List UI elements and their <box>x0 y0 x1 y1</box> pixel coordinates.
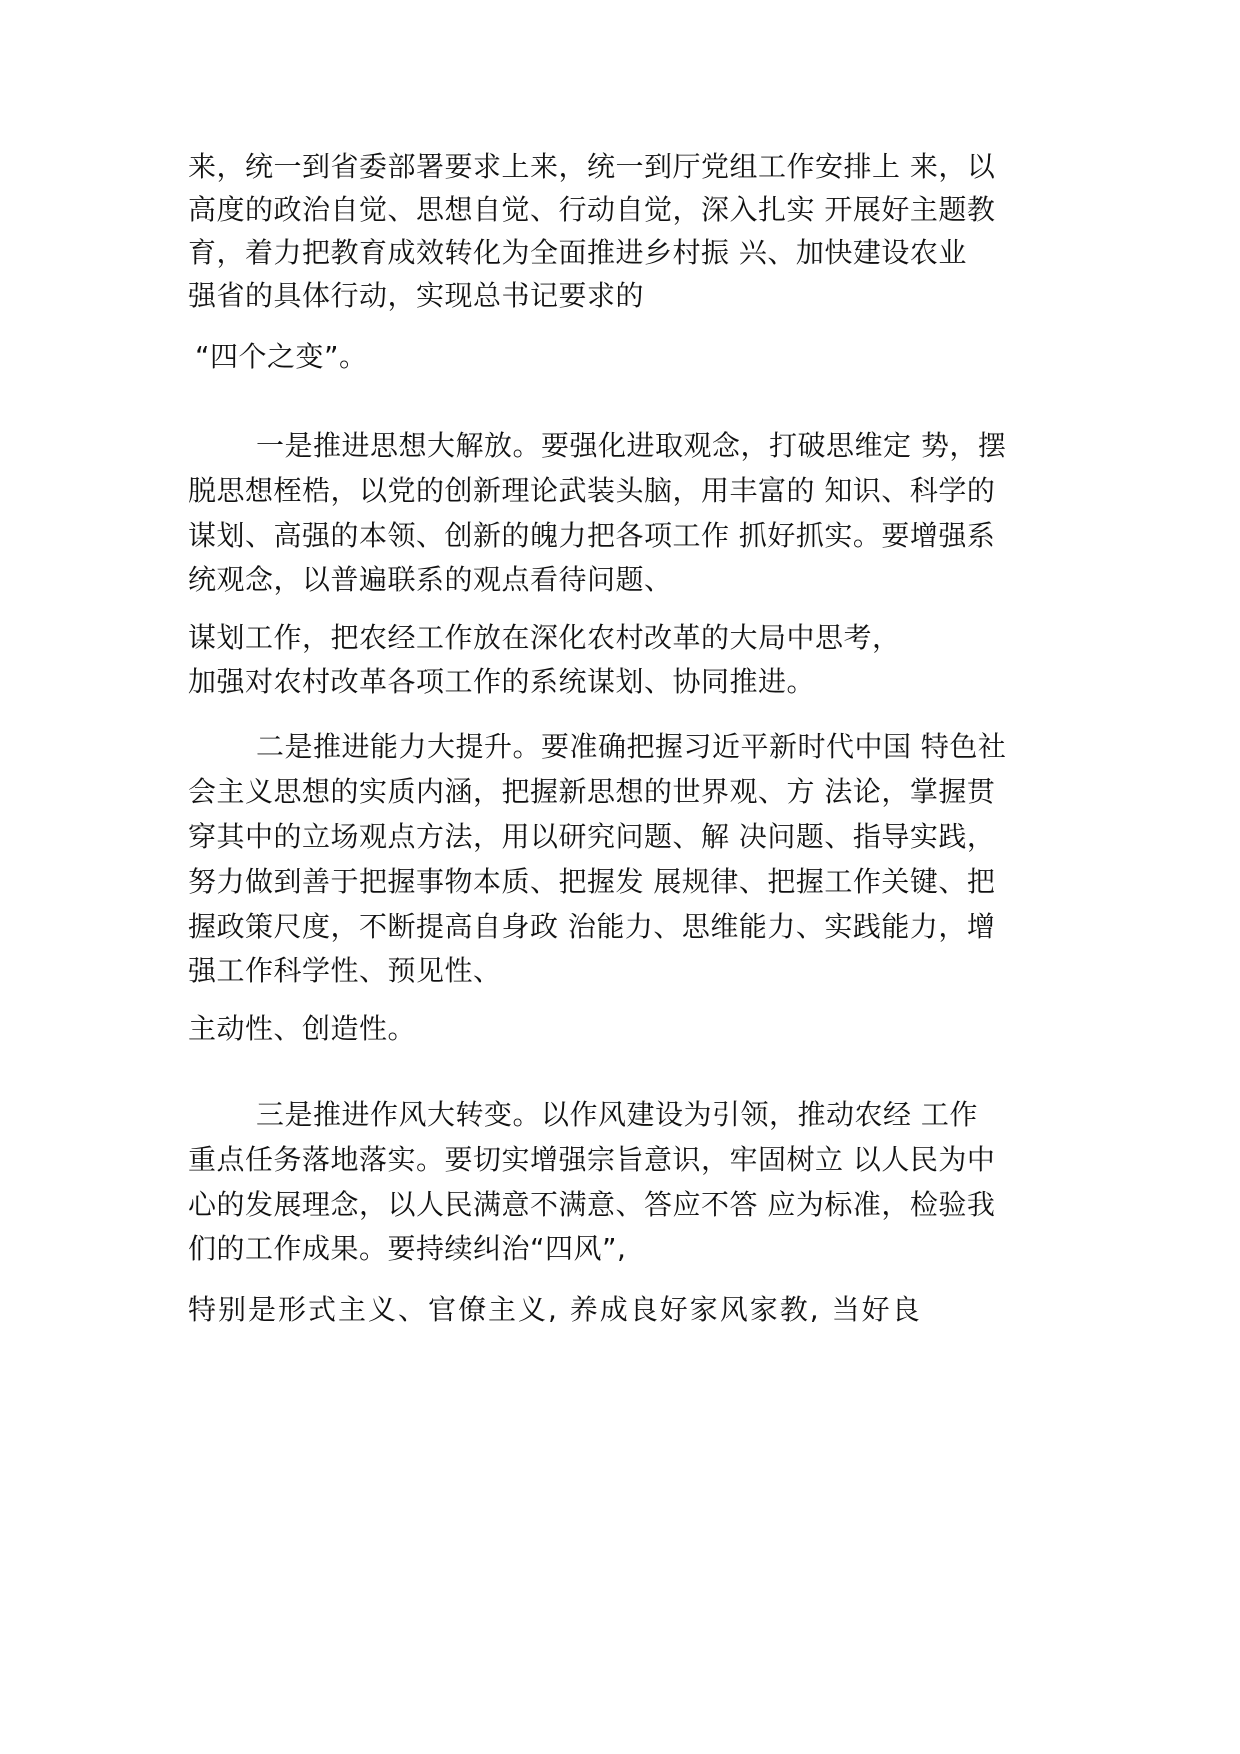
text-line: 特别是形式主义、官僚主义, 养成良好家风家教, 当好良 <box>188 1293 922 1326</box>
text-line: 加强对农村改革各项工作的系统谋划、协同推进。 <box>188 665 816 698</box>
text-line: 握政策尺度，不断提高自身政 治能力、思维能力、实践能力，增 <box>188 910 996 943</box>
text-line: 脱思想桎梏，以党的创新理论武装头脑，用丰富的 知识、科学的 <box>188 474 996 507</box>
paragraph-start-line: 一是推进思想大解放。要强化进取观念，打破思维定 势，摆 <box>256 429 1007 462</box>
text-line: 会主义思想的实质内涵，把握新思想的世界观、方 法论，掌握贯 <box>188 775 996 808</box>
text-line: 谋划、高强的本领、创新的魄力把各项工作 抓好抓实。要增强系 <box>188 519 996 552</box>
text-line: 重点任务落地落实。要切实增强宗旨意识，牢固树立 以人民为中 <box>188 1143 996 1176</box>
text-line: 谋划工作，把农经工作放在深化农村改革的大局中思考， <box>188 621 901 654</box>
text-line: 高度的政治自觉、思想自觉、行动自觉，深入扎实 开展好主题教 <box>188 193 996 226</box>
text-line: 努力做到善于把握事物本质、把握发 展规律、把握工作关键、把 <box>188 865 996 898</box>
text-line: 来，统一到省委部署要求上来，统一到厅党组工作安排上 来，以 <box>188 150 996 183</box>
text-line: “四个之变”。 <box>195 340 368 373</box>
text-line: 主动性、创造性。 <box>188 1012 417 1045</box>
text-line: 心的发展理念，以人民满意不满意、答应不答 应为标准，检验我 <box>188 1188 996 1221</box>
text-line: 强工作科学性、预见性、 <box>188 954 502 987</box>
text-line: 统观念，以普遍联系的观点看待问题、 <box>188 563 673 596</box>
text-line: 育，着力把教育成效转化为全面推进乡村振 兴、加快建设农业 <box>188 236 967 269</box>
text-line: 穿其中的立场观点方法，用以研究问题、解 决问题、指导实践， <box>188 820 996 853</box>
text-line: 们的工作成果。要持续纠治“四风”, <box>188 1232 627 1265</box>
paragraph-start-line: 三是推进作风大转变。以作风建设为引领，推动农经 工作 <box>256 1098 978 1131</box>
paragraph-start-line: 二是推进能力大提升。要准确把握习近平新时代中国 特色社 <box>256 730 1007 763</box>
text-line: 强省的具体行动，实现总书记要求的 <box>188 279 645 312</box>
